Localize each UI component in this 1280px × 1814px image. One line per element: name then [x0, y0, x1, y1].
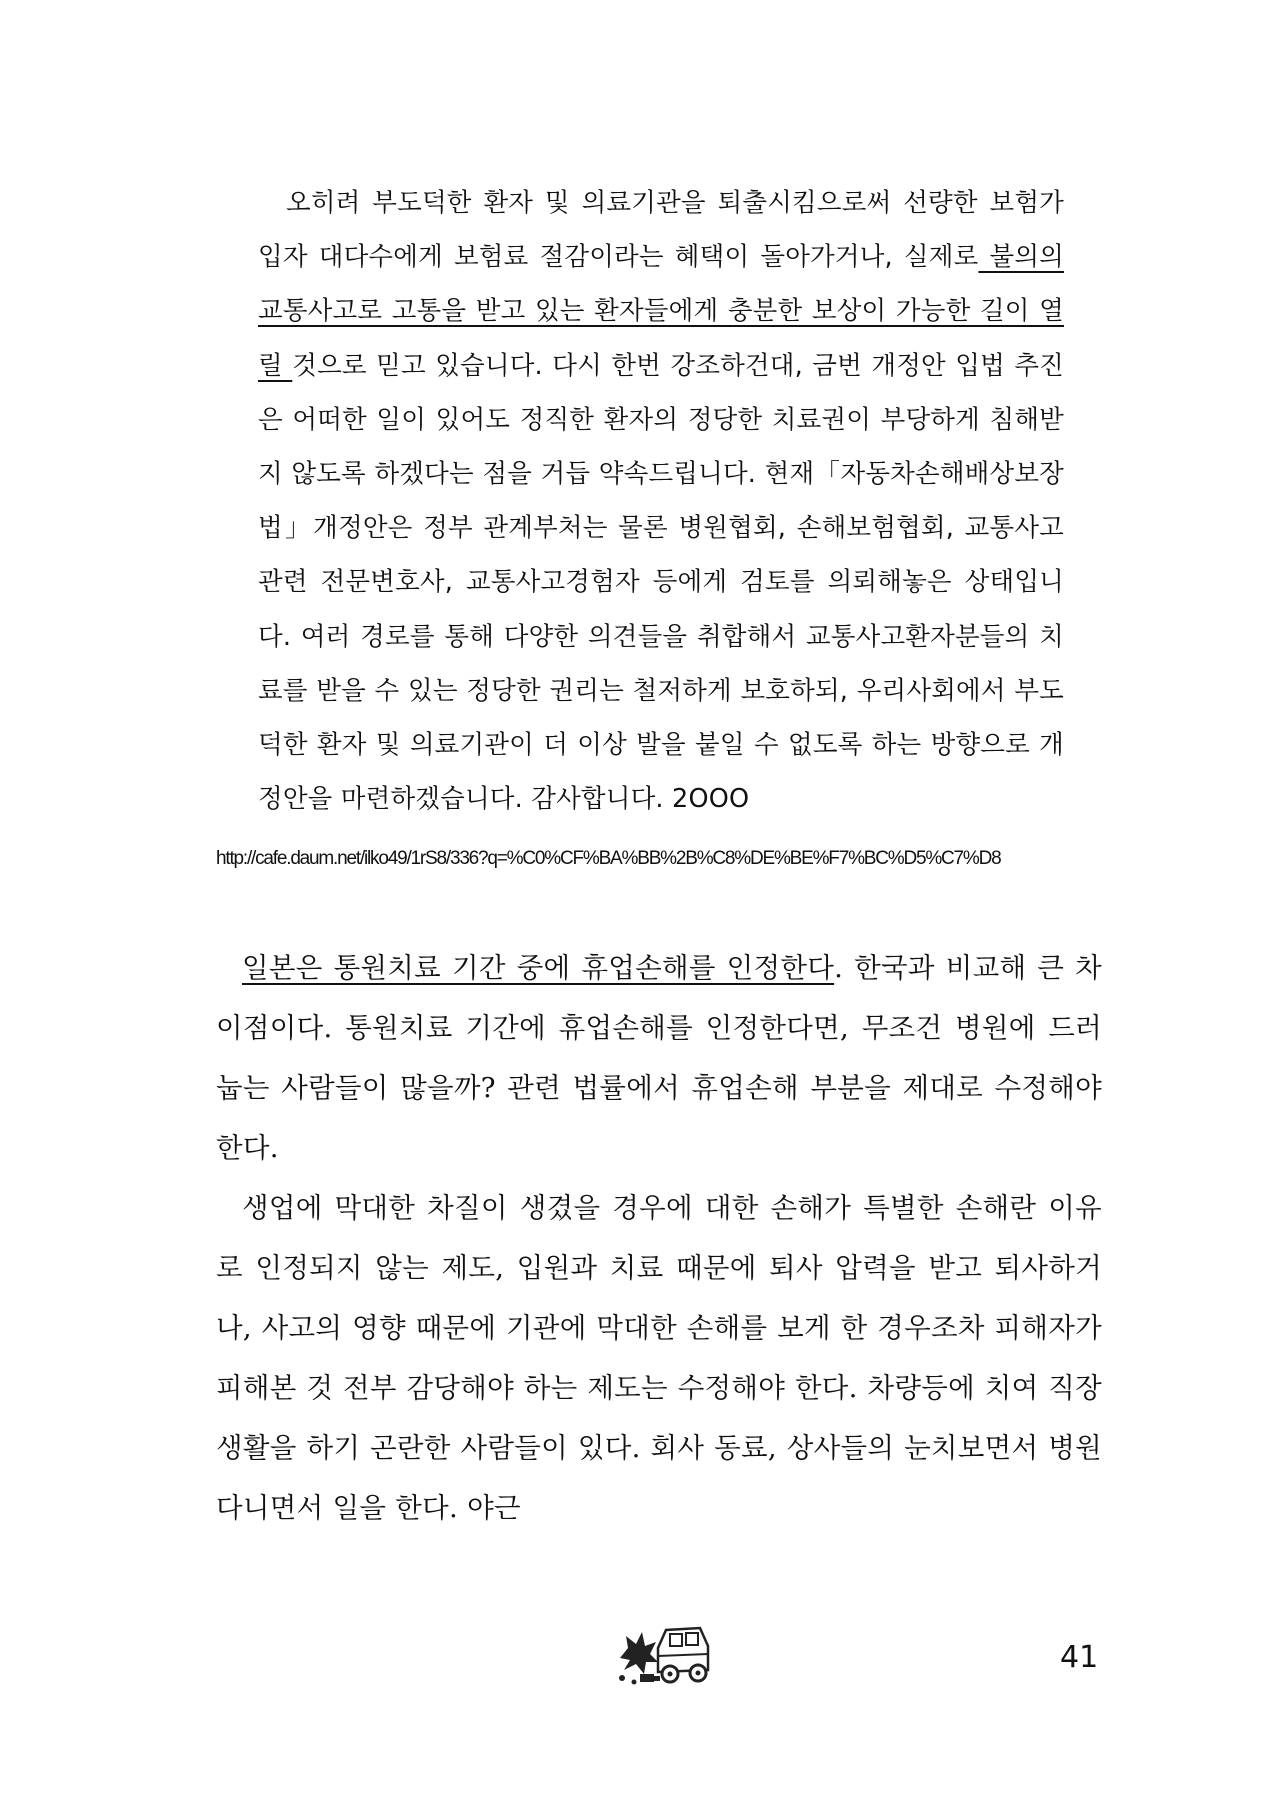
body-underlined-text: 일본은 통원치료 기간 중에 휴업손해를 인정한다: [242, 952, 835, 984]
body-paragraph-2: 생업에 막대한 차질이 생겼을 경우에 대한 손해가 특별한 손해란 이유로 인정되지 않는 제도, 입원과 치료 때문에 퇴사 압력을 받고 퇴사하거나, 사고의 영향 때문에 기관에 막대한 손해를 보게 한 경우조차 피해자가 피해본 것 전부 감당해야 하는 제도는 수정해야 한다. 차량등에 치여 직장생활을 하기 곤란한 사람들이 있다. 회사 동료, 상사들의 눈치보면서 병원 다니면서 일을 한다. 야근: [216, 1192, 1102, 1524]
quote-paragraph: [258, 176, 1064, 826]
quote-text-start: 오히려 부도덕한 환자 및 의료기관을 퇴출시킴으로써 선량한 보험가입자 대다수에게 보험료 절감이라는 혜택이 돌아가거나, 실제로: [258, 188, 1064, 273]
car-accident-icon: [614, 1618, 712, 1692]
quoted-statement: [258, 176, 1064, 826]
body-text-rest: . 한국과 비교해 큰 차이점이다. 통원치료 기간에 휴업손해를 인정한다면, 무조건 병원에 드러눕는 사람들이 많을까? 관련 법률에서 휴업손해 부분을 제대로 수정해야 한다.: [216, 952, 1102, 1164]
source-url: http://cafe.daum.net/ilko49/1rS8/336?q=%C0%CF%BA%BB%2B%C8%DE%BE%F7%BC%D5%C7%D8: [216, 848, 1001, 869]
quote-underlined-text: 불의의 교통사고로 고통을 받고 있는 환자들에게 충분한 보상이 가능한 길이 열릴: [258, 242, 1064, 381]
body-paragraph-1: [216, 938, 1102, 1178]
quote-text-end: 것으로 믿고 있습니다. 다시 한번 강조하건대, 금번 개정안 입법 추진은 어떠한 일이 있어도 정직한 환자의 정당한 치료권이 부당하게 침해받지 않도록 하겠다는 점을 거듭 약속드립니다. 현재「자동차손해배상보장법」개정안은 정부 관계부처는 물론 병원협회, 손해보험협회, 교통사고관련 전문변호사, 교통사고경험자 등에게 검토를 의뢰해놓은 상태입니다. 여러 경로를 통해 다양한 의견들을 취합해서 교통사고환자분들의 치료를 받을 수 있는 정당한 권리는 철저하게 보호하되, 우리사회에서 부도덕한 환자 및 의료기관이 더 이상 발을 붙일 수 없도록 하는 방향으로 개정안을 마련하겠습니다. 감사합니다. 2OOO: [258, 350, 1065, 815]
body-text: [216, 938, 1102, 1538]
page-number: 41: [1060, 1640, 1099, 1675]
